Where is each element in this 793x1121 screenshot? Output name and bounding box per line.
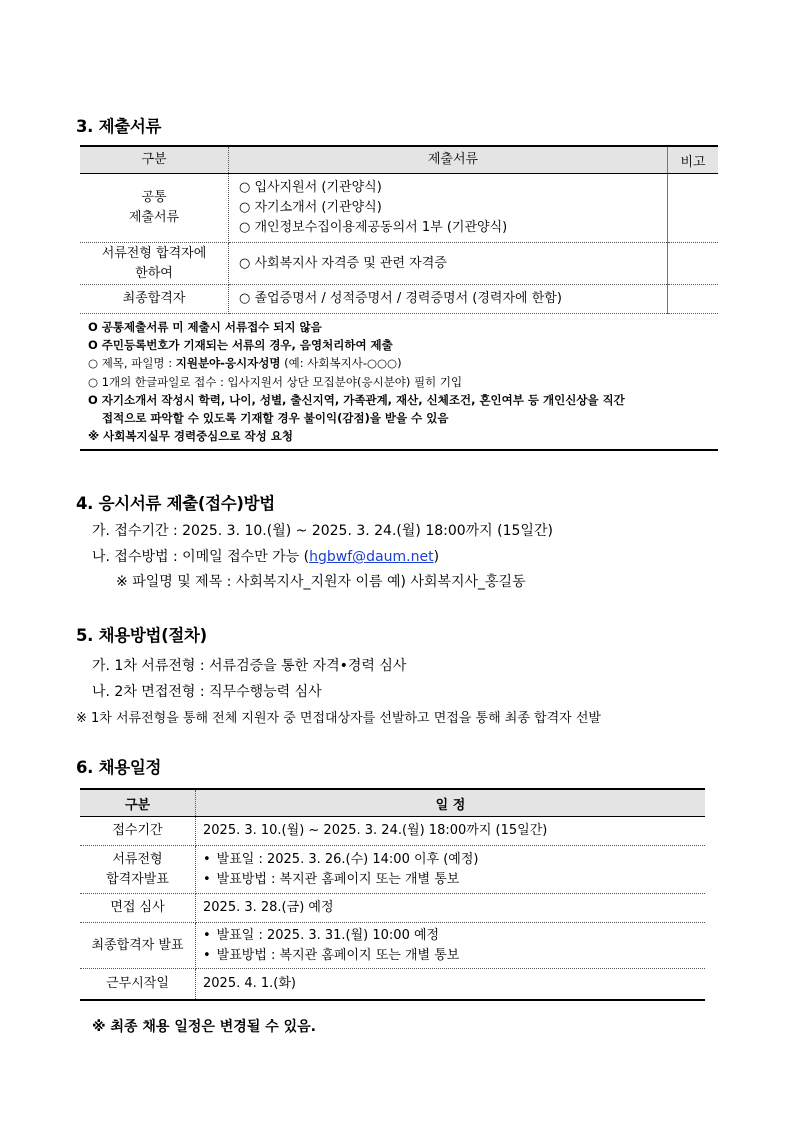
table-header-row bbox=[80, 146, 718, 174]
table-row bbox=[80, 894, 705, 923]
s5-note: ※ 1차 서류전형을 통해 전체 지원자 중 면접대상자를 선발하고 면접을 통해 최종 합격자 선발 bbox=[76, 711, 601, 726]
note-3: ○ 제목, 파일명 : 지원분야-응시자성명 (예: 사회복지사-○○○) bbox=[88, 356, 402, 371]
s4-period: 가. 접수기간 : 2025. 3. 10.(월) ~ 2025. 3. 24.(월) 18:00까지 (15일간) bbox=[92, 523, 553, 539]
row-documents: ○ 졸업증명서 / 성적증명서 / 경력증명서 (경력자에 한함) bbox=[229, 285, 668, 314]
email-link[interactable]: hgbwf@daum.net bbox=[309, 549, 434, 565]
section-3-heading: 3. 제출서류 bbox=[76, 117, 162, 136]
s4-filename-note: ※ 파일명 및 제목 : 사회복지사_지원자 이름 예) 사회복지사_홍길동 bbox=[116, 574, 526, 590]
row-documents: ○ 입사지원서 (기관양식) ○ 자기소개서 (기관양식) ○ 개인정보수집이용제공동의서 1부 (기관양식) bbox=[229, 174, 668, 243]
table-row bbox=[80, 969, 705, 1000]
row-category: 최종합격자 발표 bbox=[80, 923, 196, 969]
row-category: 공통 제출서류 bbox=[80, 174, 229, 243]
row-category: 서류전형 합격자에 한하여 bbox=[80, 243, 229, 285]
note-4: ○ 1개의 한글파일로 접수 : 입사지원서 상단 모집분야(응시분야) 필히 기입 bbox=[88, 374, 463, 389]
section-4-heading: 4. 응시서류 제출(접수)방법 bbox=[76, 494, 275, 513]
table-row bbox=[80, 243, 718, 285]
row-remarks bbox=[668, 285, 719, 314]
s4-method: 나. 접수방법 : 이메일 접수만 가능 (hgbwf@daum.net) bbox=[92, 549, 440, 565]
header-category: 구분 bbox=[80, 789, 196, 817]
header-remarks: 비고 bbox=[668, 146, 719, 174]
s5-step-2: 나. 2차 면접전형 : 직무수행능력 심사 bbox=[92, 684, 322, 700]
submission-notes bbox=[80, 316, 718, 451]
row-schedule: • 발표일 : 2025. 3. 31.(월) 10:00 예정 • 발표방법 : 복지관 홈페이지 또는 개별 통보 bbox=[196, 923, 706, 969]
table-row bbox=[80, 285, 718, 314]
row-documents: ○ 사회복지사 자격증 및 관련 자격증 bbox=[229, 243, 668, 285]
s5-step-1: 가. 1차 서류전형 : 서류검증을 통한 자격•경력 심사 bbox=[92, 658, 407, 674]
note-2: O 주민등록번호가 기재되는 서류의 경우, 음영처리하여 제출 bbox=[88, 338, 393, 353]
row-category: 접수기간 bbox=[80, 817, 196, 846]
hiring-schedule-table bbox=[80, 788, 705, 1001]
row-remarks bbox=[668, 174, 719, 243]
note-5: O 자기소개서 작성시 학력, 나이, 성별, 출신지역, 가족관계, 재산, 신체조건, 혼인여부 등 개인신상을 직간 bbox=[88, 392, 625, 407]
header-documents: 제출서류 bbox=[229, 146, 668, 174]
table-row bbox=[80, 174, 718, 243]
table-row bbox=[80, 923, 705, 969]
row-category: 근무시작일 bbox=[80, 969, 196, 1000]
table-row bbox=[80, 846, 705, 894]
row-schedule: 2025. 3. 10.(월) ~ 2025. 3. 24.(월) 18:00까지 (15일간) bbox=[196, 817, 706, 846]
header-schedule: 일 정 bbox=[196, 789, 706, 817]
note-6: ※ 사회복지실무 경력중심으로 작성 요청 bbox=[88, 429, 293, 444]
note-5-cont: 접적으로 파악할 수 있도록 기재할 경우 불이익(감점)을 받을 수 있음 bbox=[102, 411, 449, 426]
table-header-row bbox=[80, 789, 705, 817]
header-category: 구분 bbox=[80, 146, 229, 174]
section-6-heading: 6. 채용일정 bbox=[76, 758, 162, 777]
schedule-change-note: ※ 최종 채용 일정은 변경될 수 있음. bbox=[92, 1019, 316, 1035]
row-schedule: • 발표일 : 2025. 3. 26.(수) 14:00 이후 (예정) • 발표방법 : 복지관 홈페이지 또는 개별 통보 bbox=[196, 846, 706, 894]
table-row bbox=[80, 817, 705, 846]
row-schedule: 2025. 3. 28.(금) 예정 bbox=[196, 894, 706, 923]
row-category: 서류전형 합격자발표 bbox=[80, 846, 196, 894]
row-category: 면접 심사 bbox=[80, 894, 196, 923]
row-category: 최종합격자 bbox=[80, 285, 229, 314]
note-1: O 공통제출서류 미 제출시 서류접수 되지 않음 bbox=[88, 320, 322, 334]
row-schedule: 2025. 4. 1.(화) bbox=[196, 969, 706, 1000]
submission-documents-table bbox=[80, 145, 718, 314]
row-remarks bbox=[668, 243, 719, 285]
section-5-heading: 5. 채용방법(절차) bbox=[76, 626, 207, 645]
